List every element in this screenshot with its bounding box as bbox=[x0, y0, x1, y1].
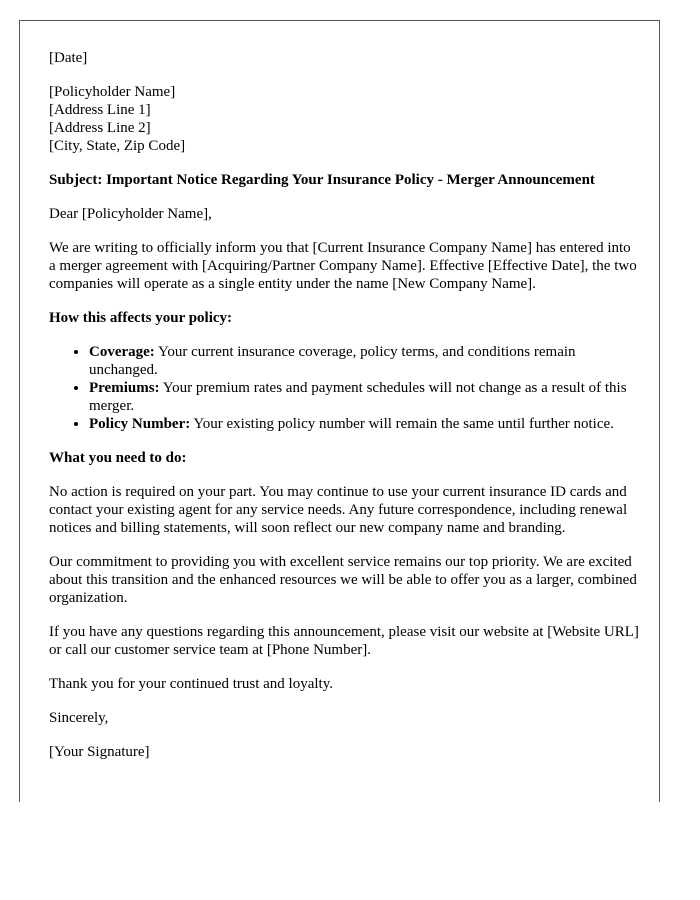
questions-paragraph: If you have any questions regarding this announcement, please visit our website at [Website URL] or call our customer service team at [Phone Number]. bbox=[49, 624, 639, 658]
subject-line: Subject: Important Notice Regarding Your Insurance Policy - Merger Announcement bbox=[49, 172, 595, 188]
premiums-text: Your premium rates and payment schedules will not change as a result of this merger. bbox=[89, 380, 627, 414]
policy-number-text: Your existing policy number will remain the same until further notice. bbox=[190, 416, 614, 432]
letter-body bbox=[49, 49, 639, 777]
intro-paragraph: We are writing to officially inform you that [Current Insurance Company Name] has entered into a merger agreement with [Acquiring/Partner Company Name]. Effective [Effective Date], the two companies will operate as a single entity under the name [New Company Name]. bbox=[49, 240, 637, 292]
coverage-text: Your current insurance coverage, policy terms, and conditions remain unchanged. bbox=[89, 344, 576, 378]
recipient-name: [Policyholder Name] bbox=[49, 84, 176, 100]
coverage-term: Coverage: bbox=[89, 344, 155, 360]
city-state-zip: [City, State, Zip Code] bbox=[49, 138, 186, 154]
action-heading: What you need to do: bbox=[49, 450, 187, 466]
closing-line: Sincerely, bbox=[49, 710, 109, 726]
letter-page bbox=[19, 20, 660, 802]
policy-number-term: Policy Number: bbox=[89, 416, 191, 432]
action-paragraph: No action is required on your part. You may continue to use your current insurance ID cards and contact your existing agent for any service needs. Any future correspondence, including renewal notices and billing statements, will soon reflect our new company name and branding. bbox=[49, 484, 628, 536]
salutation: Dear [Policyholder Name], bbox=[49, 206, 212, 222]
commitment-paragraph: Our commitment to providing you with excellent service remains our top priority. We are excited about this transition and the enhanced resources we will be able to offer you as a larger, combined organization. bbox=[49, 554, 637, 606]
signature-line: [Your Signature] bbox=[49, 744, 150, 760]
recipient-address bbox=[49, 83, 639, 155]
list-item-policy-number bbox=[89, 415, 639, 433]
address-line-1: [Address Line 1] bbox=[49, 102, 151, 118]
address-line-2: [Address Line 2] bbox=[49, 120, 151, 136]
policy-impact-heading: How this affects your policy: bbox=[49, 310, 233, 326]
policy-impact-list bbox=[49, 343, 639, 433]
premiums-term: Premiums: bbox=[89, 380, 160, 396]
list-item-coverage bbox=[89, 343, 639, 379]
list-item-premiums bbox=[89, 379, 639, 415]
thanks-paragraph: Thank you for your continued trust and loyalty. bbox=[49, 676, 333, 692]
date-line: [Date] bbox=[49, 50, 88, 66]
